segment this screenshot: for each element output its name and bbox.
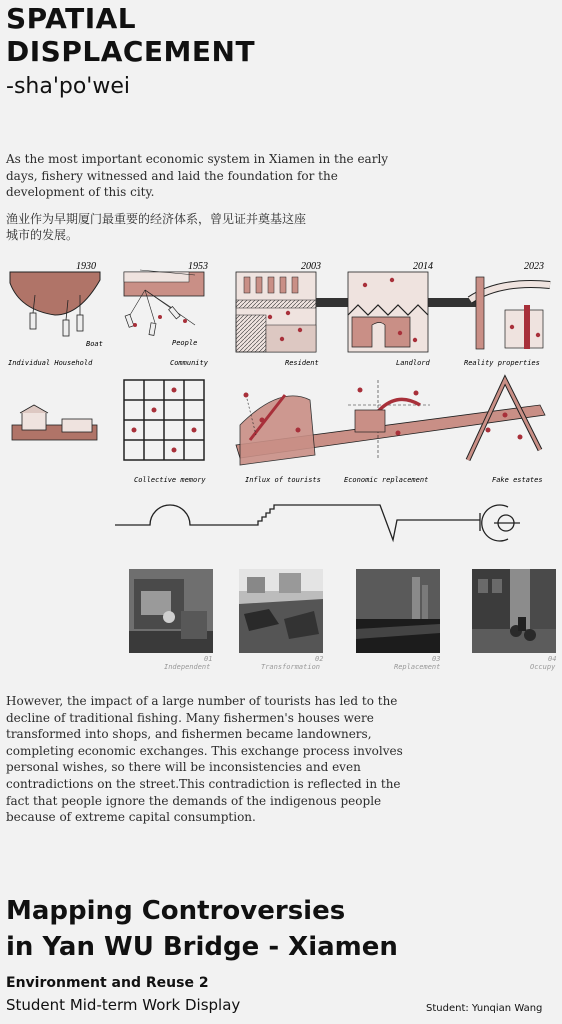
row2-label: Collective memory	[134, 476, 206, 484]
tourists-sketch	[240, 393, 315, 466]
landlord-sketch	[348, 272, 428, 352]
project-title-line-2: in Yan WU Bridge - Xiamen	[6, 932, 398, 962]
year-label: 2003	[301, 261, 321, 272]
row2-label: Economic replacement	[344, 476, 429, 484]
timeline-diagram	[0, 255, 562, 550]
photo-label: Occupy	[530, 663, 556, 671]
community-sketch	[124, 270, 204, 347]
economic-replacement-sketch	[348, 380, 430, 460]
year-label: 2014	[413, 261, 433, 272]
row1-label: Reality properties	[464, 359, 540, 367]
photo-number: 04	[548, 655, 557, 663]
year-label: 2023	[524, 261, 544, 272]
photo-occupy	[472, 569, 556, 653]
photo-number: 01	[204, 655, 213, 663]
project-title	[6, 893, 398, 965]
project-title-line-1: Mapping Controversies	[6, 896, 346, 926]
row1-label: Individual Household	[8, 359, 93, 367]
row2-label: Influx of tourists	[245, 476, 321, 484]
body-paragraph: However, the impact of a large number of tourists has led to the decline of traditional fishing. Many fishermen's houses were transformed into shops, and fishermen became landowners, completing economic exchanges. This exchange process involves personal wishes, so there will be inconsistencies and even contradictions on the street.This contradiction is reflected in the fact that people ignore the demands of the indigenous people because of extreme capital consumption.	[6, 694, 403, 825]
resident-sketch	[236, 272, 316, 352]
student-name: Student: Yunqian Wang	[426, 1003, 543, 1014]
row1-label: Landlord	[396, 359, 430, 367]
page-subtitle: -sha'po'wei	[6, 74, 130, 99]
row1-label: Community	[170, 359, 208, 367]
reality-sketch	[470, 277, 550, 349]
photo-replacement	[356, 569, 440, 653]
boat-annotation: Boat	[86, 340, 103, 348]
intro-text-en: As the most important economic system in Xiamen in the early days, fishery witnessed and laid the foundation for the development of this city.	[6, 152, 389, 199]
course-name: Environment and Reuse 2	[6, 975, 209, 991]
display-subtitle: Student Mid-term Work Display	[6, 996, 241, 1014]
photo-independent	[129, 569, 213, 653]
title-line-2: DISPLACEMENT	[6, 35, 256, 68]
intro-text-cn: 渔业作为早期厦门最重要的经济体系，曾见证并奠基这座城市的发展。	[6, 212, 307, 242]
photo-transformation	[239, 569, 323, 653]
household-sketch	[10, 272, 103, 348]
photo-label: Transformation	[261, 663, 321, 671]
year-label: 1953	[188, 261, 208, 272]
year-label: 1930	[76, 261, 96, 272]
title-line-1: SPATIAL	[6, 2, 137, 35]
signal-line	[115, 505, 520, 541]
photo-label: Independent	[164, 663, 211, 671]
row1-label: Resident	[285, 359, 319, 367]
row2-label: Fake estates	[492, 476, 543, 484]
photo-label: Replacement	[394, 663, 441, 671]
page-title	[6, 2, 255, 68]
collective-memory-sketch	[124, 380, 204, 460]
houses-sketch	[12, 405, 97, 440]
people-annotation: People	[172, 339, 198, 347]
photo-number: 03	[432, 655, 441, 663]
photo-number: 02	[315, 655, 324, 663]
